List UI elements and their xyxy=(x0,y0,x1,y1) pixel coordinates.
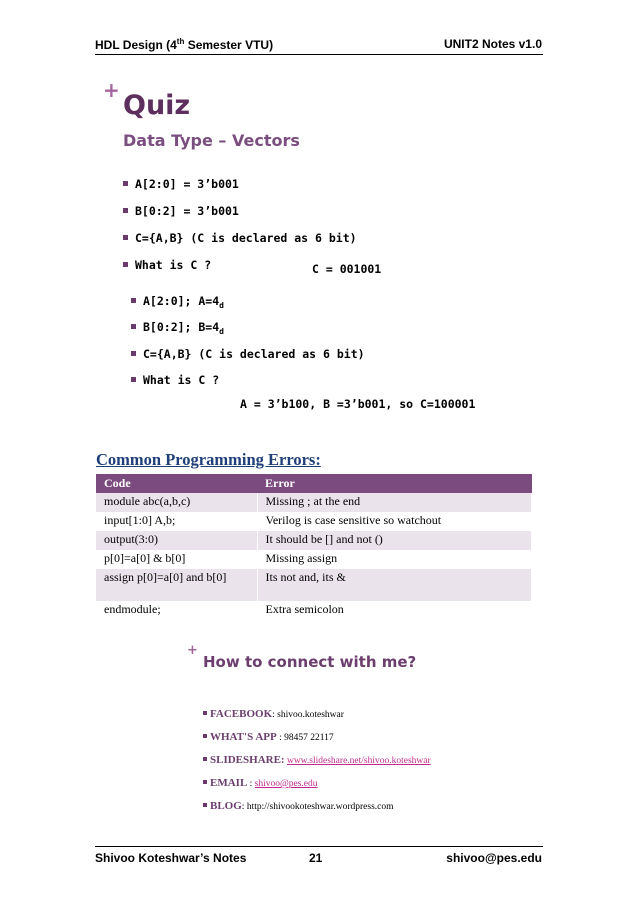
bullet-square-icon xyxy=(123,208,128,213)
page-number: 21 xyxy=(309,851,323,865)
bullet-square-icon xyxy=(203,711,207,715)
table-row xyxy=(96,550,532,569)
code-cell: module abc(a,b,c) xyxy=(96,493,257,512)
bullet-square-icon xyxy=(131,298,136,303)
bullet-square-icon xyxy=(131,324,136,329)
plus-icon: + xyxy=(103,78,120,102)
contact-slideshare: SLIDESHARE: www.slideshare.net/shivoo.koteshwar xyxy=(203,754,431,766)
bullet-square-icon xyxy=(203,780,207,784)
quiz-bullet-8: What is C ? xyxy=(131,373,219,387)
quiz-title: Quiz xyxy=(123,90,191,121)
quiz-answer-2: A = 3’b100, B =3’b001, so C=100001 xyxy=(240,397,476,411)
header-rule xyxy=(95,54,543,55)
code-cell: endmodule; xyxy=(96,601,257,620)
code-cell: assign p[0]=a[0] and b[0] xyxy=(96,569,257,601)
error-cell: Missing assign xyxy=(257,550,532,569)
bullet-square-icon xyxy=(131,351,136,356)
error-cell: Missing ; at the end xyxy=(257,493,532,512)
quiz-bullet-7: C={A,B} (C is declared as 6 bit) xyxy=(131,347,365,361)
quiz-answer-1: C = 001001 xyxy=(312,262,382,276)
bullet-square-icon xyxy=(131,377,136,382)
error-cell: It should be [] and not () xyxy=(257,531,532,550)
contact-blog: BLOG: http://shivookoteshwar.wordpress.com xyxy=(203,800,394,812)
quiz-bullet-1: A[2:0] = 3’b001 xyxy=(123,177,239,191)
slideshare-link[interactable]: www.slideshare.net/shivoo.koteshwar xyxy=(286,756,431,766)
column-header-code: Code xyxy=(96,474,257,493)
page-header-right: UNIT2 Notes v1.0 xyxy=(443,37,542,51)
table-row xyxy=(96,569,532,601)
quiz-subtitle: Data Type – Vectors xyxy=(123,131,300,150)
plus-icon: + xyxy=(187,643,198,658)
error-cell: Extra semicolon xyxy=(257,601,532,620)
bullet-square-icon xyxy=(123,181,128,186)
code-cell: p[0]=a[0] & b[0] xyxy=(96,550,257,569)
bullet-square-icon xyxy=(203,734,207,738)
bullet-square-icon xyxy=(203,757,207,761)
quiz-bullet-6: B[0:2]; $B=4_d$ xyxy=(131,320,224,336)
quiz-bullet-4: What is C ? xyxy=(123,258,211,272)
table-row xyxy=(96,601,532,620)
error-cell: Verilog is case sensitive so watchout xyxy=(257,512,532,531)
blog-value: http://shivookoteshwar.wordpress.com xyxy=(246,802,394,812)
bullet-square-icon xyxy=(203,803,207,807)
email-link[interactable]: shivoo@pes.edu xyxy=(254,779,318,789)
bullet-square-icon xyxy=(123,262,128,267)
column-header-error: Error xyxy=(257,474,532,493)
contact-email: EMAIL : shivoo@pes.edu xyxy=(203,777,318,789)
page-header-left: HDL Design (4th Semester VTU) xyxy=(95,37,274,52)
footer-left: Shivoo Koteshwar’s Notes xyxy=(95,851,247,865)
quiz-bullet-3: C={A,B} (C is declared as 6 bit) xyxy=(123,231,357,245)
footer-right: shivoo@pes.edu xyxy=(446,851,542,865)
facebook-value: shivoo.koteshwar xyxy=(277,710,344,720)
error-cell: Its not and, its & xyxy=(257,569,532,601)
errors-section-title: Common Programming Errors: xyxy=(96,450,321,469)
table-row xyxy=(96,512,532,531)
code-cell: output(3:0) xyxy=(96,531,257,550)
code-cell: input[1:0] A,b; xyxy=(96,512,257,531)
footer-rule xyxy=(95,846,543,847)
quiz-bullet-5: A[2:0]; $A=4_d$ xyxy=(131,294,224,310)
contact-facebook: FACEBOOK: shivoo.koteshwar xyxy=(203,708,344,720)
table-header-row xyxy=(96,474,532,493)
bullet-square-icon xyxy=(123,235,128,240)
errors-table xyxy=(96,474,532,620)
table-row xyxy=(96,493,532,512)
quiz-bullet-2: B[0:2] = 3’b001 xyxy=(123,204,239,218)
connect-title: How to connect with me? xyxy=(203,653,417,671)
contact-whatsapp: WHAT'S APP : 98457 22117 xyxy=(203,731,334,743)
whatsapp-value: 98457 22117 xyxy=(284,733,334,743)
table-row xyxy=(96,531,532,550)
